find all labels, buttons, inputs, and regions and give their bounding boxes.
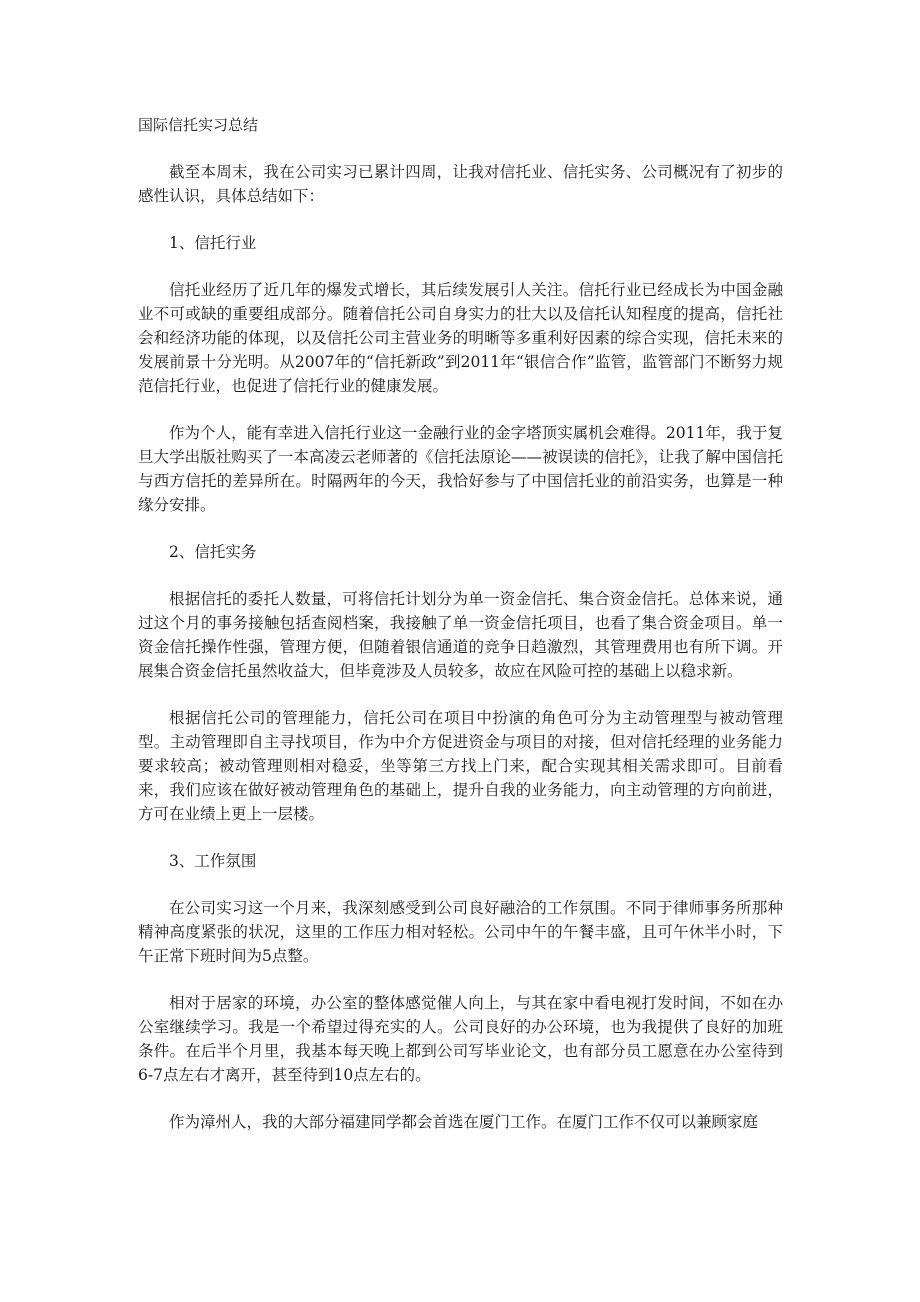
document-title: 国际信托实习总结 [138, 116, 259, 134]
document-body [138, 160, 783, 1157]
paragraph: 根据信托的委托人数量，可将信托计划分为单一资金信托、集合资金信托。总体来说，通过这个月的事务接触包括查阅档案，我接触了单一资金信托项目，也看了集合资金项目。单一资金信托操作性强，管理方便，但随着银信通道的竞争日趋激烈，其管理费用也有所下调。开展集合资金信托虽然收益大，但毕竟涉及人员较多，故应在风险可控的基础上以稳求新。 [138, 590, 783, 680]
paragraph: 相对于居家的环境，办公室的整体感觉催人向上，与其在家中看电视打发时间，不如在办公室继续学习。我是一个希望过得充实的人。公司良好的办公环境，也为我提供了良好的加班条件。在后半个月里，我基本每天晚上都到公司写毕业论文，也有部分员工愿意在办公室待到6-7点左右才离开，甚至待到10点左右的。 [138, 994, 783, 1084]
section-heading-work-atmosphere: 3、工作氛围 [169, 852, 257, 870]
paragraph: 在公司实习这一个月来，我深刻感受到公司良好融洽的工作氛围。不同于律师事务所那种精神高度紧张的状况，这里的工作压力相对轻松。公司中午的午餐丰盛，且可午休半小时，下午正常下班时间为5点整。 [138, 899, 783, 965]
paragraph: 作为漳州人，我的大部分福建同学都会首选在厦门工作。在厦门工作不仅可以兼顾家庭 [169, 1113, 759, 1131]
intro-paragraph: 截至本周末，我在公司实习已累计四周，让我对信托业、信托实务、公司概况有了初步的感性认识，具体总结如下： [138, 163, 783, 205]
section-heading-trust-industry: 1、信托行业 [169, 234, 257, 252]
paragraph: 根据信托公司的管理能力，信托公司在项目中扮演的角色可分为主动管理型与被动管理型。主动管理即自主寻找项目，作为中介方促进资金与项目的对接，但对信托经理的业务能力要求较高；被动管理则相对稳妥，坐等第三方找上门来，配合实现其相关需求即可。目前看来，我们应该在做好被动管理角色的基础上，提升自我的业务能力，向主动管理的方向前进，方可在业绩上更上一层楼。 [138, 709, 783, 823]
section-heading-trust-practice: 2、信托实务 [169, 543, 257, 561]
paragraph: 信托业经历了近几年的爆发式增长，其后续发展引人关注。信托行业已经成长为中国金融业不可或缺的重要组成部分。随着信托公司自身实力的壮大以及信托认知程度的提高，信托社会和经济功能的体现，以及信托公司主营业务的明晰等多重利好因素的综合实现，信托未来的发展前景十分光明。从2007年的“信托新政”到2011年“银信合作”监管，监管部门不断努力规范信托行业，也促进了信托行业的健康发展。 [138, 281, 783, 395]
paragraph: 作为个人，能有幸进入信托行业这一金融行业的金字塔顶实属机会难得。2011年，我于复旦大学出版社购买了一本高凌云老师著的《信托法原论——被误读的信托》，让我了解中国信托与西方信托的差异所在。时隔两年的今天，我恰好参与了中国信托业的前沿实务，也算是一种缘分安排。 [138, 424, 783, 514]
